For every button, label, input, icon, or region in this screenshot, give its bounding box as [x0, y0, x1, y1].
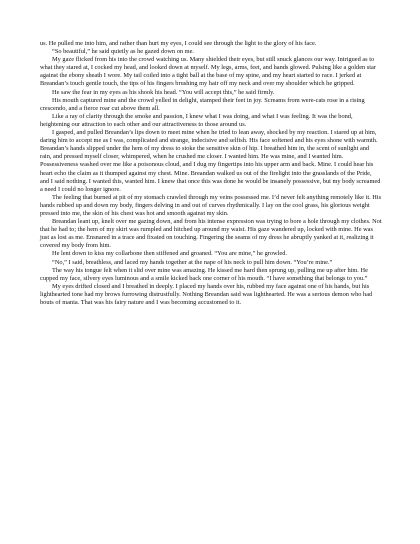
paragraph: My eyes drifted closed and I breathed in deeply. I placed my hands over his, rubbed my face against one of his hands, but his lighthearted tone had my brows furrowing distrustfully. Nothing Breandan said was lighthearted. He was a serious demon who had bouts of mania. That was his fairy nature and I was becoming accustomed to it.: [40, 282, 373, 306]
paragraph: I gasped, and pulled Breandan’s lips down to meet mine when he tried to lean away, shocked by my reaction. I stared up at him, daring him to accept me as I was, complicated and strange, indecisive and selfish. His face softened and his eyes shone with warmth. Breandan’s hands slipped under the hem of my dress to stoke the sensitive skin of hip. I breathed him in, the scent of sunlight and rain, and pressed myself closer, whimpered, when he crushed me closer. I wanted him. He was mine, and I wanted him. Possessiveness washed over me like a poisonous cloud, and I dug my fingertips into his upper arm and back. Mine. I could hear his heart echo the claim as it thumped against my chest. Mine. Breandan walked us out of the firelight into the grasslands of the Pride, and I said nothing. I wanted this, wanted him. I knew that once this was done he would be insanely possessive, but my body screamed a need I could no longer ignore.: [40, 129, 381, 193]
paragraph: Breandan leant up, knelt over me gazing down, and from his intense expression was trying to bore a hole through my clothes. Not that he had to; the hem of my skirt was rumpled and hitched up around my waist. His gaze wandered up, locked with mine. He was just as lost as me. Ensnared in a trace and fixated on touching. Fingering the seams of my dress he abruptly yanked at it, realizing it covered my body from him.: [40, 218, 382, 250]
paragraph: Like a ray of clarity through the smoke and passion, I knew what I was doing, and what I was feeling. It was the bond, heightening our attraction to each other and our attractiveness to those around us.: [40, 112, 353, 128]
document-page: [40, 40, 382, 307]
paragraph: “So beautiful,” he said quietly as he gazed down on me.: [52, 48, 194, 56]
paragraph: “No,” I said, breathless, and laced my hands together at the nape of his neck to pull him down. “You’re mine.”: [52, 258, 333, 266]
paragraph: He lent down to kiss my collarbone then stiffened and groaned. “You are mine,” he growled.: [52, 250, 287, 258]
paragraph: His mouth captured mine and the crowd yelled in delight, stamped their feet in joy. Screams from were-cats rose in a rising crescendo, and a fierce roar cut above them all.: [40, 96, 365, 112]
paragraph: My gaze flicked from his into the crowd watching us. Many shielded their eyes, but still snuck glances our way. Intrigued as to what they stared at, I cocked my head, and looked down at myself. My legs, arms, feet, and hands glowed. Pulsing like a golden star against the ebony sheath I wore. My tail coiled into a tight ball at the base of my spine, and my heart started to race. I jerked at Breandan’s touch gentle touch, the tips of his fingers brushing my hair off my neck and over my shoulder which he gripped.: [40, 56, 376, 88]
paragraph: The way his tongue felt when it slid over mine was amazing. He kissed me hard then sprung up, pulling me up after him. He cupped my face, silvery eyes luminous and a smile kicked back one corner of his mouth. “I have something that belongs to you.”: [40, 266, 368, 282]
paragraph: He saw the fear in my eyes as his shook his head. “You will accept this,” he said firmly.: [52, 88, 275, 96]
paragraph: The feeling that burned at pit of my stomach crawled through my veins possessed me. I’d never felt anything remotely like it. His hands rubbed up and down my body, fingers delving in and out of curves rhythmically. I lay on the cool grass, his glorious weight pressed into me, the skin of his chest was hot and smooth against my skin.: [40, 193, 382, 217]
paragraph: us. He pulled me into him, and rather than hurt my eyes, I could see through the light to the glory of his face.: [40, 40, 317, 47]
